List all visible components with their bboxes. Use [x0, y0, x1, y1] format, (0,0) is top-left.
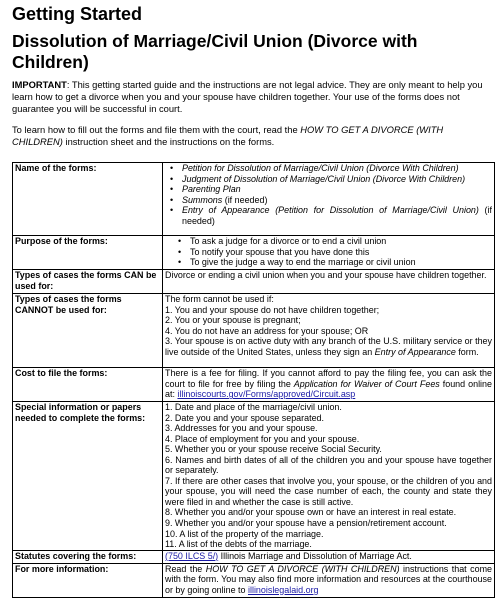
- legal-aid-link[interactable]: illinoislegalaid.org: [247, 584, 319, 595]
- howto-prefix: To learn how to fill out the forms and file them with the court, read the: [12, 125, 301, 135]
- table-row-statutes: [13, 550, 495, 563]
- forms-value: [163, 163, 495, 236]
- list-item: 3. Your spouse is on active duty with any branch of the U.S. military service or they live outside of the United States, unless they sign an Entry of Appearance form.: [165, 336, 492, 357]
- table-row-forms: [13, 163, 495, 236]
- list-item: 4. You do not have an address for your spouse; OR: [165, 325, 369, 336]
- list-item: • Entry of Appearance (Petition for Dissolution of Marriage/Civil Union) (if needed): [182, 205, 492, 226]
- list-item: 6. Names and birth dates of all of the children you and your spouse have together or separately.: [165, 454, 492, 476]
- table-row-can-use: [13, 270, 495, 294]
- forms-list: [165, 163, 492, 226]
- list-item: • To ask a judge for a divorce or to end a civil union: [182, 236, 492, 247]
- howto-paragraph: [12, 124, 494, 148]
- circuit-forms-link[interactable]: illinoiscourts.gov/Forms/approved/Circuit.asp: [177, 389, 356, 400]
- list-item: 11. A list of the debts of the marriage.: [165, 539, 312, 550]
- table-row-cannot-use: [13, 294, 495, 368]
- howto-title: HOW TO GET A DIVORCE (WITH CHILDREN): [12, 125, 444, 147]
- more-info-label: For more information:: [13, 563, 163, 597]
- cannot-use-label: Types of cases the forms CANNOT be used for:: [13, 294, 163, 368]
- more-info-value: Read the HOW TO GET A DIVORCE (WITH CHILDREN) instructions that come with the form. You may also find more information and resources at the courthouse or by going online to illinoislegalaid.org: [163, 563, 495, 597]
- list-item: 10. A list of the property of the marriage.: [165, 528, 324, 539]
- special-value: [163, 402, 495, 551]
- list-item: 1. You and your spouse do not have children together;: [165, 304, 380, 315]
- page-title: Dissolution of Marriage/Civil Union (Divorce with Children): [12, 31, 418, 72]
- purpose-value: [163, 236, 495, 270]
- list-item: 4. Place of employment for you and your spouse.: [165, 433, 360, 444]
- list-item: The form cannot be used if:: [165, 294, 274, 304]
- list-item: • Parenting Plan: [182, 184, 492, 195]
- can-use-label: Types of cases the forms CAN be used for:: [13, 270, 163, 294]
- list-item: 7. If there are other cases that involve you, your spouse, or the children of you and your spouse, you will need the case number of each, the county and state they were filed in and whether the case is still active.: [165, 475, 492, 507]
- list-item: 9. Whether you and/or your spouse have a pension/retirement account.: [165, 518, 447, 529]
- special-list: [165, 402, 492, 550]
- forms-label: Name of the forms:: [13, 163, 163, 236]
- table-row-cost: [13, 368, 495, 402]
- table-row-purpose: [13, 236, 495, 270]
- purpose-label: Purpose of the forms:: [13, 236, 163, 270]
- important-text: : This getting started guide and the instructions are not legal advice. They are only meant to help you learn how to get a divorce when you and your spouse have children together. Your use of the forms does not guarantee you will be successful in court.: [12, 80, 483, 114]
- statutes-value: (750 ILCS 5/) Illinois Marriage and Dissolution of Marriage Act.: [163, 550, 495, 563]
- list-item: 2. You or your spouse is pregnant;: [165, 315, 301, 326]
- important-notice: [12, 79, 494, 115]
- purpose-list: [165, 236, 492, 268]
- howto-suffix: instruction sheet and the instructions on the forms.: [62, 137, 275, 147]
- cost-label: Cost to file the forms:: [13, 368, 163, 402]
- list-item: • Summons (if needed): [182, 195, 492, 206]
- list-item: 3. Addresses for you and your spouse.: [165, 423, 318, 434]
- cannot-use-list: [165, 294, 492, 357]
- cost-value: There is a fee for filing. If you cannot afford to pay the filing fee, you can ask the court to file for free by filing the Application for Waiver of Court Fees found online at: illinoiscourts.gov/Forms/approved/Circuit.asp: [163, 368, 495, 402]
- can-use-value: Divorce or ending a civil union when you and your spouse have children together.: [163, 270, 495, 294]
- forms-info-table: [12, 162, 495, 598]
- table-row-more-info: [13, 563, 495, 597]
- statute-link[interactable]: (750 ILCS 5/): [165, 550, 219, 561]
- list-item: • Petition for Dissolution of Marriage/Civil Union (Divorce With Children): [182, 163, 492, 174]
- getting-started-heading: Getting Started: [12, 4, 143, 24]
- list-item: 1. Date and place of the marriage/civil union.: [165, 402, 342, 412]
- list-item: • To give the judge a way to end the marriage or civil union: [182, 257, 492, 268]
- list-item: 5. Whether you or your spouse receive Social Security.: [165, 444, 382, 455]
- cannot-use-value: [163, 294, 495, 368]
- special-label: Special information or papers needed to complete the forms:: [13, 402, 163, 551]
- list-item: 2. Date you and your spouse separated.: [165, 412, 324, 423]
- list-item: • Judgment of Dissolution of Marriage/Civil Union (Divorce With Children): [182, 174, 492, 185]
- table-row-special: [13, 402, 495, 551]
- statutes-label: Statutes covering the forms:: [13, 550, 163, 563]
- list-item: 8. Whether you and/or your spouse own or have an interest in real estate.: [165, 507, 457, 518]
- list-item: • To notify your spouse that you have done this: [182, 247, 492, 258]
- important-label: IMPORTANT: [12, 80, 67, 90]
